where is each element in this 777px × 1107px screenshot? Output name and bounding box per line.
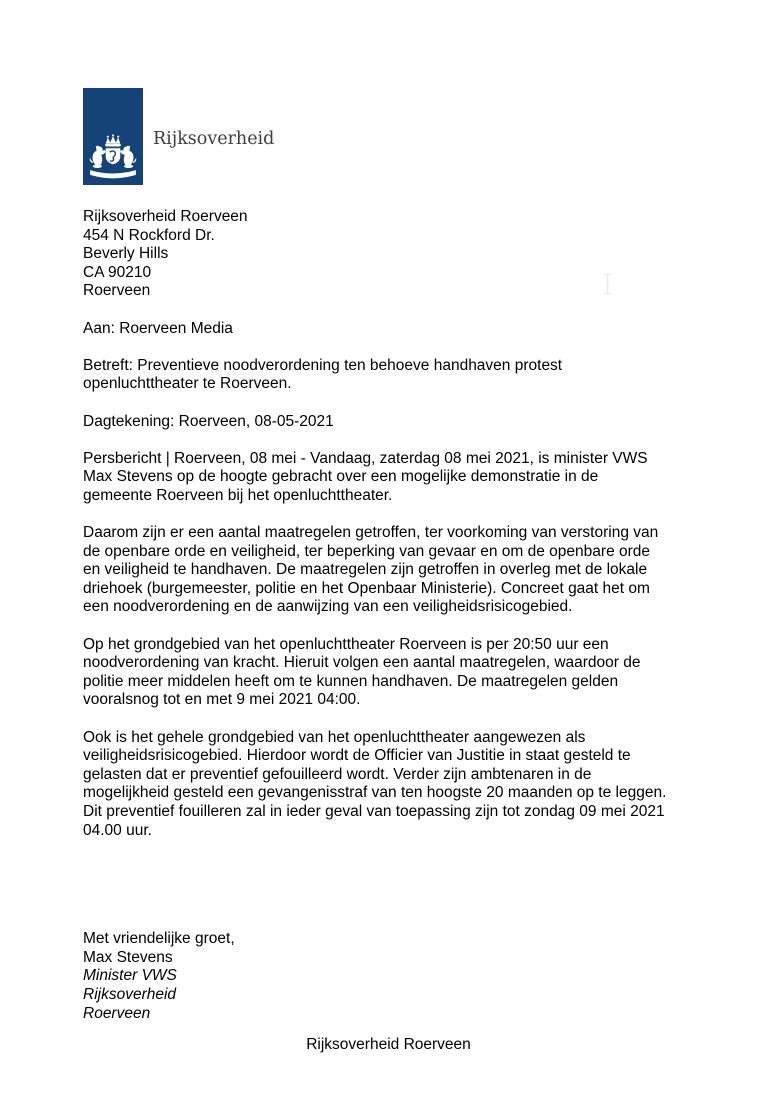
- rijksoverheid-logo: [83, 88, 143, 185]
- sender-line: Roerveen: [83, 282, 151, 300]
- closing-salutation: Met vriendelijke groet,: [83, 930, 235, 948]
- sender-line: CA 90210: [83, 263, 152, 281]
- sender-address: [83, 208, 723, 301]
- date-line: Dagtekening: Roerveen, 08-05-2021: [83, 412, 334, 430]
- sender-line: 454 N Rockford Dr.: [83, 226, 215, 244]
- signatory-role: Minister VWS: [83, 967, 177, 985]
- coat-of-arms-icon: [87, 134, 139, 180]
- paragraph: Ook is het gehele grondgebied van het openluchttheater aangewezen als veiligheidsrisicogebied. Hierdoor wordt de Officier van Justitie in staat gesteld te gelasten dat er preventief gefouilleerd wordt. Verder zijn ambtenaren in de mogelijkheid gesteld een gevangenisstraf van ten hoogste 20 maanden op te leggen. Dit preventief fouilleren zal in ieder geval van toepassing zijn tot zondag 09 mei 2021 04.00 uur.: [83, 728, 667, 839]
- sender-line: Beverly Hills: [83, 245, 169, 263]
- signatory-role: Roerveen: [83, 1004, 151, 1022]
- sender-line: Rijksoverheid Roerveen: [83, 208, 248, 225]
- subject-line: [83, 357, 723, 394]
- signatory-name: Max Stevens: [83, 948, 173, 966]
- paragraph: Daarom zijn er een aantal maatregelen getroffen, ter voorkoming van verstoring van de openbare orde en veiligheid, ter beperking van gevaar en om de openbare orde en veiligheid te handhaven. De maatregelen zijn getroffen in overleg met de lokale driehoek (burgemeester, politie en het Openbaar Ministerie). Concreet gaat het om een noodverordening en de aanwijzing van een veiligheidsrisicogebied.: [83, 524, 659, 616]
- paragraph: Op het grondgebied van het openluchttheater Roerveen is per 20:50 uur een noodverordening van kracht. Hieruit volgen een aantal maatregelen, waardoor de politie meer middelen heeft om te kunnen handhaven. De maatregelen gelden vooralsnog tot en met 9 mei 2021 04:00.: [83, 635, 641, 709]
- closing-block: [83, 930, 723, 1023]
- recipient-line: Aan: Roerveen Media: [83, 319, 233, 337]
- letter-body[interactable]: [83, 208, 723, 1023]
- signatory-role: Rijksoverheid: [83, 985, 177, 1003]
- footer-text: Rijksoverheid Roerveen: [306, 1036, 471, 1053]
- subject-text: Betreft: Preventieve noodverordening ten behoeve handhaven protest: [83, 356, 563, 374]
- logo-wordmark: Rijksoverheid: [153, 129, 275, 149]
- subject-text: openluchttheater te Roerveen.: [83, 375, 292, 393]
- paragraph: Persbericht | Roerveen, 08 mei - Vandaag, zaterdag 08 mei 2021, is minister VWS Max Stevens op de hoogte gebracht over een mogelijke demonstratie in de gemeente Roerveen bij het openluchttheater.: [83, 449, 648, 504]
